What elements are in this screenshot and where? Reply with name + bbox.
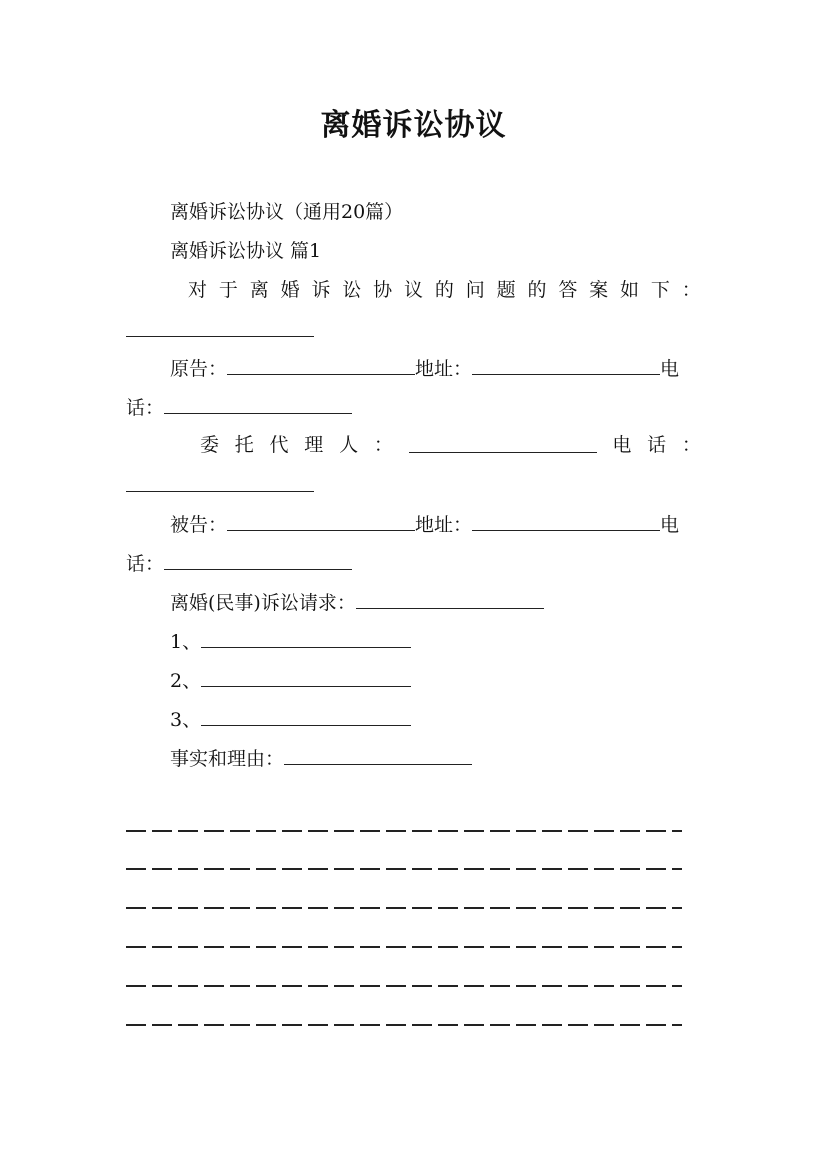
writing-line[interactable] — [126, 946, 682, 948]
claim-item-2 — [170, 666, 411, 694]
claim-item-number: 2、 — [170, 670, 202, 692]
agent-phone-blank[interactable] — [126, 471, 314, 492]
claim-item-blank[interactable] — [201, 627, 411, 648]
writing-line[interactable] — [126, 1024, 682, 1026]
section-heading: 离婚诉讼协议 篇1 — [170, 240, 322, 262]
writing-line[interactable] — [126, 985, 682, 987]
plaintiff-address-label: 地址： — [415, 358, 473, 380]
defendant-phone-line — [126, 549, 352, 577]
plaintiff-name-blank[interactable] — [227, 354, 415, 375]
claim-item-blank[interactable] — [201, 705, 411, 726]
claim-item-number: 3、 — [170, 709, 202, 731]
facts-line — [170, 744, 472, 772]
writing-line[interactable] — [126, 830, 682, 832]
claims-line — [170, 588, 544, 616]
defendant-label: 被告： — [170, 514, 228, 536]
agent-line: 委 托 代 理 人 ： 电 话 ： — [200, 434, 701, 456]
claim-item-blank[interactable] — [201, 666, 411, 687]
defendant-address-label: 地址： — [415, 514, 473, 536]
subtitle: 离婚诉讼协议（通用20篇） — [170, 201, 404, 223]
plaintiff-phone-blank[interactable] — [164, 393, 352, 414]
claim-item-number: 1、 — [170, 631, 202, 653]
plaintiff-phone-label: 话： — [126, 397, 165, 419]
facts-blank[interactable] — [284, 744, 472, 765]
plaintiff-phone-char: 电 — [660, 358, 680, 380]
agent-phone-blank-line — [126, 471, 314, 499]
plaintiff-phone-line — [126, 393, 352, 421]
claim-item-3 — [170, 705, 411, 733]
defendant-phone-blank[interactable] — [164, 549, 352, 570]
defendant-phone-label: 话： — [126, 553, 165, 575]
intro-line: 对 于 离 婚 诉 讼 协 议 的 问 题 的 答 案 如 下 ： — [188, 279, 701, 301]
claims-blank[interactable] — [356, 588, 544, 609]
plaintiff-line — [170, 354, 679, 382]
answer-blank[interactable] — [126, 316, 314, 337]
defendant-name-blank[interactable] — [227, 510, 415, 531]
claims-label: 离婚(民事)诉讼请求： — [170, 592, 356, 614]
document-title: 离婚诉讼协议 — [320, 108, 507, 143]
claim-item-1 — [170, 627, 411, 655]
writing-line[interactable] — [126, 907, 682, 909]
plaintiff-label: 原告： — [170, 358, 228, 380]
writing-line[interactable] — [126, 868, 682, 870]
defendant-phone-char: 电 — [660, 514, 680, 536]
facts-label: 事实和理由： — [170, 748, 285, 770]
agent-name-blank[interactable] — [409, 432, 597, 453]
plaintiff-address-blank[interactable] — [472, 354, 660, 375]
defendant-address-blank[interactable] — [472, 510, 660, 531]
defendant-line — [170, 510, 679, 538]
intro-blank-line — [126, 316, 314, 344]
